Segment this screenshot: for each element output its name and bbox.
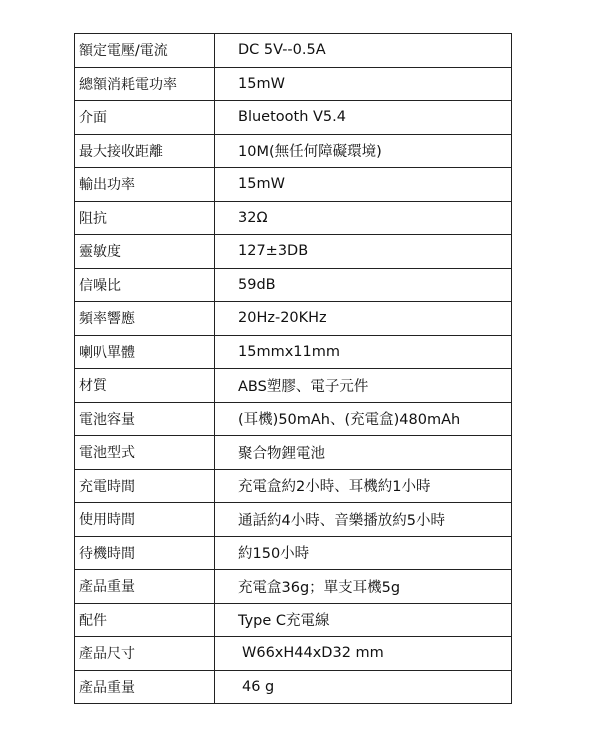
table-row bbox=[75, 603, 512, 637]
spec-value: 32Ω bbox=[215, 201, 512, 235]
table-row bbox=[75, 201, 512, 235]
spec-label: 產品重量 bbox=[75, 570, 215, 604]
spec-label: 最大接收距離 bbox=[75, 134, 215, 168]
spec-label: 配件 bbox=[75, 603, 215, 637]
spec-value: 15mW bbox=[215, 168, 512, 202]
spec-label: 充電時間 bbox=[75, 469, 215, 503]
spec-label: 電池型式 bbox=[75, 436, 215, 470]
table-row bbox=[75, 101, 512, 135]
table-row bbox=[75, 637, 512, 671]
spec-label: 總額消耗電功率 bbox=[75, 67, 215, 101]
spec-label: 產品重量 bbox=[75, 670, 215, 704]
spec-label: 待機時間 bbox=[75, 536, 215, 570]
spec-label: 額定電壓/電流 bbox=[75, 34, 215, 68]
spec-label: 信噪比 bbox=[75, 268, 215, 302]
spec-value: 聚合物鋰電池 bbox=[215, 436, 512, 470]
table-row bbox=[75, 34, 512, 68]
spec-value: 15mmx11mm bbox=[215, 335, 512, 369]
spec-label: 材質 bbox=[75, 369, 215, 403]
spec-value: ABS塑膠、電子元件 bbox=[215, 369, 512, 403]
table-row bbox=[75, 302, 512, 336]
spec-value: Type C充電線 bbox=[215, 603, 512, 637]
spec-label: 介面 bbox=[75, 101, 215, 135]
spec-value: 46 g bbox=[215, 670, 512, 704]
table-row bbox=[75, 268, 512, 302]
spec-value: 約150小時 bbox=[215, 536, 512, 570]
table-row bbox=[75, 335, 512, 369]
spec-value: DC 5V--0.5A bbox=[215, 34, 512, 68]
spec-value: 20Hz-20KHz bbox=[215, 302, 512, 336]
spec-value: 59dB bbox=[215, 268, 512, 302]
table-row bbox=[75, 670, 512, 704]
spec-label: 使用時間 bbox=[75, 503, 215, 537]
spec-label: 輸出功率 bbox=[75, 168, 215, 202]
table-row bbox=[75, 570, 512, 604]
spec-label: 靈敏度 bbox=[75, 235, 215, 269]
spec-value: Bluetooth V5.4 bbox=[215, 101, 512, 135]
table-row bbox=[75, 134, 512, 168]
table-row bbox=[75, 235, 512, 269]
spec-label: 產品尺寸 bbox=[75, 637, 215, 671]
spec-value: 通話約4小時、音樂播放約5小時 bbox=[215, 503, 512, 537]
table-row bbox=[75, 168, 512, 202]
table-row bbox=[75, 436, 512, 470]
spec-value: 充電盒約2小時、耳機約1小時 bbox=[215, 469, 512, 503]
spec-value: W66xH44xD32 mm bbox=[215, 637, 512, 671]
table-row bbox=[75, 402, 512, 436]
table-row bbox=[75, 503, 512, 537]
spec-label: 阻抗 bbox=[75, 201, 215, 235]
spec-table bbox=[74, 33, 512, 704]
table-row bbox=[75, 67, 512, 101]
table-row bbox=[75, 369, 512, 403]
spec-label: 喇叭單體 bbox=[75, 335, 215, 369]
spec-label: 電池容量 bbox=[75, 402, 215, 436]
spec-value: 10M(無任何障礙環境) bbox=[215, 134, 512, 168]
spec-value: 127±3DB bbox=[215, 235, 512, 269]
spec-value: (耳機)50mAh、(充電盒)480mAh bbox=[215, 402, 512, 436]
spec-value: 15mW bbox=[215, 67, 512, 101]
spec-value: 充電盒36g；單支耳機5g bbox=[215, 570, 512, 604]
table-row bbox=[75, 536, 512, 570]
spec-label: 頻率響應 bbox=[75, 302, 215, 336]
table-row bbox=[75, 469, 512, 503]
